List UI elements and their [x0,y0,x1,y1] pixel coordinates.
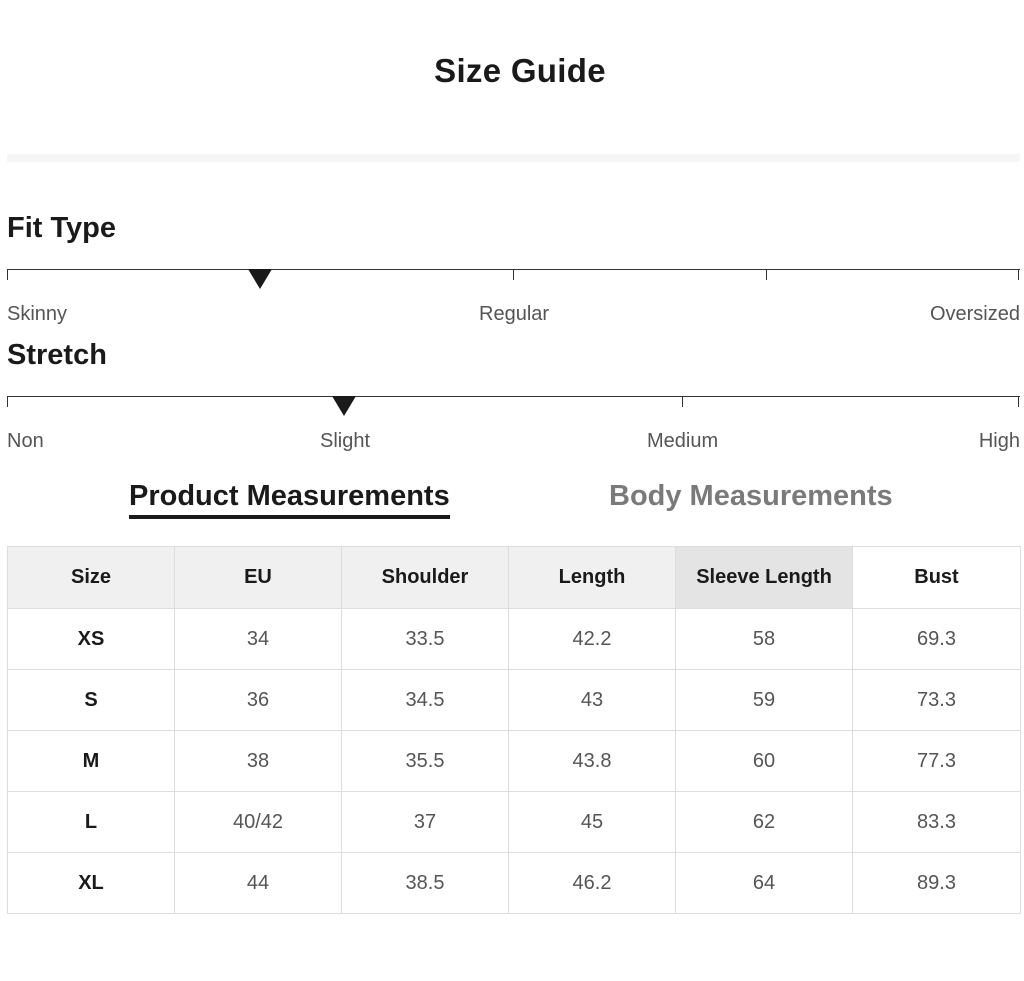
header-eu: EU [175,547,342,609]
shoulder-cell: 37 [342,792,509,853]
size-cell: XL [8,853,175,914]
fit-type-marker-icon [248,269,272,289]
bust-cell: 73.3 [853,670,1021,731]
fit-type-heading: Fit Type [7,212,117,244]
shoulder-cell: 35.5 [342,731,509,792]
stretch-marker-icon [332,396,356,416]
length-cell: 43.8 [509,731,676,792]
table-header-row [8,547,1021,609]
stretch-label-non: Non [7,430,44,452]
fit-type-tick [1018,269,1019,280]
table-row [8,670,1021,731]
length-cell: 42.2 [509,609,676,670]
size-table [7,546,1021,914]
sleeve-length-cell: 59 [676,670,853,731]
sleeve-length-cell: 64 [676,853,853,914]
stretch-label-medium: Medium [647,430,719,452]
fit-type-tick [766,269,767,280]
eu-cell: 40/42 [175,792,342,853]
header-length: Length [509,547,676,609]
tab-product-measurements[interactable]: Product Measurements [129,480,450,519]
header-shoulder: Shoulder [342,547,509,609]
stretch-scale-line [7,396,1020,397]
bust-cell: 83.3 [853,792,1021,853]
fit-type-tick [7,269,8,280]
stretch-heading: Stretch [7,339,107,371]
header-bust: Bust [853,547,1021,609]
fit-type-label-skinny: Skinny [7,303,68,325]
title-divider [7,154,1020,162]
sleeve-length-cell: 58 [676,609,853,670]
fit-type-label-oversized: Oversized [929,303,1020,325]
table-row [8,792,1021,853]
size-cell: S [8,670,175,731]
eu-cell: 38 [175,731,342,792]
size-cell: L [8,792,175,853]
page-title: Size Guide [434,52,606,89]
stretch-label-slight: Slight [320,430,371,452]
size-cell: XS [8,609,175,670]
eu-cell: 34 [175,609,342,670]
stretch-tick [7,396,8,407]
fit-type-label-regular: Regular [479,303,550,325]
tab-body-measurements[interactable]: Body Measurements [609,480,893,512]
length-cell: 45 [509,792,676,853]
eu-cell: 44 [175,853,342,914]
size-cell: M [8,731,175,792]
table-row [8,731,1021,792]
eu-cell: 36 [175,670,342,731]
sleeve-length-cell: 60 [676,731,853,792]
table-row [8,853,1021,914]
bust-cell: 69.3 [853,609,1021,670]
shoulder-cell: 33.5 [342,609,509,670]
length-cell: 46.2 [509,853,676,914]
stretch-label-high: High [978,430,1020,452]
header-size: Size [8,547,175,609]
sleeve-length-cell: 62 [676,792,853,853]
stretch-tick [1018,396,1019,407]
table-row [8,609,1021,670]
shoulder-cell: 38.5 [342,853,509,914]
shoulder-cell: 34.5 [342,670,509,731]
bust-cell: 89.3 [853,853,1021,914]
bust-cell: 77.3 [853,731,1021,792]
fit-type-tick [513,269,514,280]
stretch-tick [682,396,683,407]
length-cell: 43 [509,670,676,731]
header-sleeve-length: Sleeve Length [676,547,853,609]
